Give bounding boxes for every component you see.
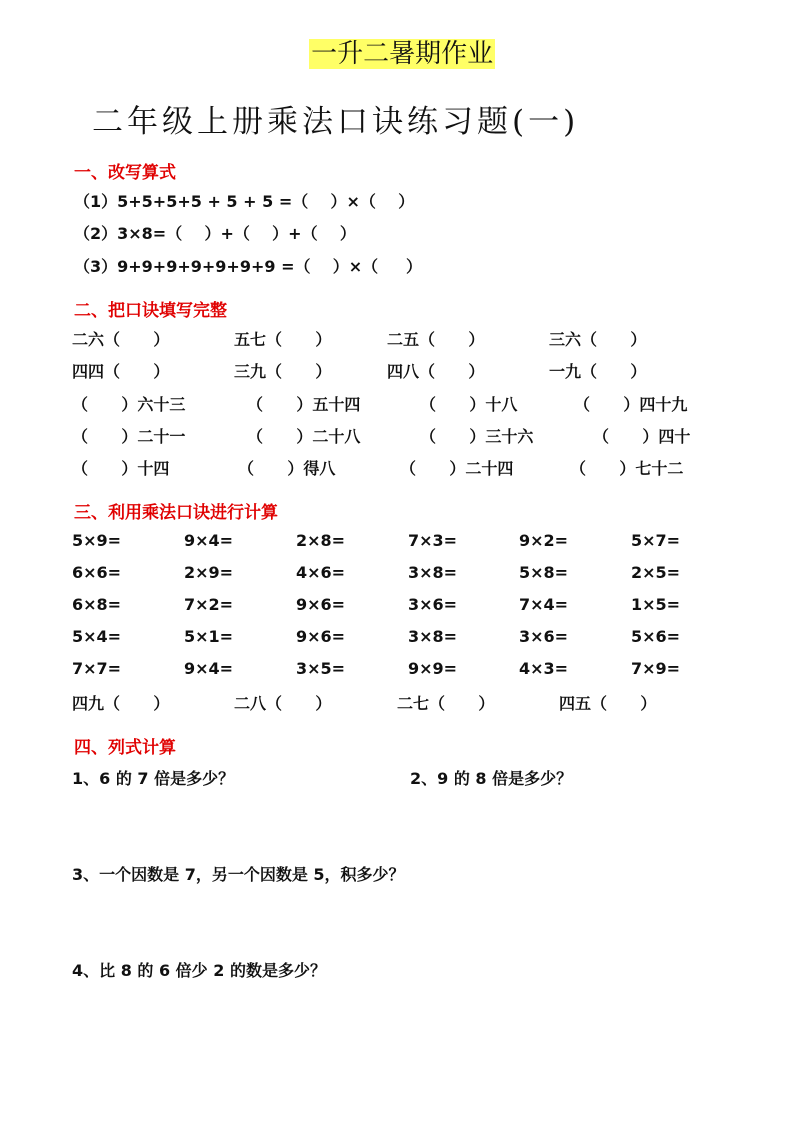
s2-cell: 二六（ ） [72, 330, 170, 349]
s2-cell: （ ）六十三 [72, 395, 186, 414]
s3-calc-cell: 9×2= [519, 531, 569, 550]
s3-calc-cell: 3×6= [519, 627, 569, 646]
s3-cell: 四九（ ） [72, 694, 170, 713]
question-2: 2、9 的 8 倍是多少？ [410, 769, 573, 788]
s2-cell: 二五（ ） [387, 330, 485, 349]
s2-cell: 三六（ ） [549, 330, 647, 349]
s3-calc-cell: 5×4= [72, 627, 122, 646]
header-text: 一升二暑期作业 [311, 39, 494, 69]
section-3-title: 三、利用乘法口诀进行计算 [74, 503, 278, 523]
s3-calc-cell: 9×4= [184, 659, 234, 678]
s3-calc-cell: 9×6= [296, 595, 346, 614]
s2-cell: 四八（ ） [387, 362, 485, 381]
page-title: 二年级上册乘法口诀练习题(一) [92, 104, 580, 140]
s3-calc-cell: 3×8= [408, 627, 458, 646]
s2-cell: （ ）得八 [238, 459, 336, 478]
s2-cell: （ ）四十 [593, 427, 691, 446]
s2-cell: （ ）十四 [72, 459, 170, 478]
s2-cell: （ ）十八 [420, 395, 518, 414]
s3-calc-cell: 2×9= [184, 563, 234, 582]
s3-cell: 四五（ ） [559, 694, 657, 713]
s3-calc-cell: 4×6= [296, 563, 346, 582]
s2-cell: 五七（ ） [234, 330, 332, 349]
s2-cell: （ ）三十六 [420, 427, 534, 446]
s3-calc-cell: 5×1= [184, 627, 234, 646]
s2-cell: （ ）七十二 [570, 459, 684, 478]
section-1-title: 一、改写算式 [74, 163, 176, 183]
s3-calc-cell: 5×6= [631, 627, 681, 646]
s2-cell: （ ）二十四 [400, 459, 514, 478]
question-3: 3、一个因数是 7，另一个因数是 5，积多少？ [72, 865, 405, 884]
s3-calc-cell: 3×6= [408, 595, 458, 614]
s2-cell: （ ）五十四 [247, 395, 361, 414]
s2-cell: （ ）二十一 [72, 427, 186, 446]
s2-cell: （ ）四十九 [574, 395, 688, 414]
s3-calc-cell: 5×8= [519, 563, 569, 582]
s3-calc-cell: 2×8= [296, 531, 346, 550]
question-4: 4、比 8 的 6 倍少 2 的数是多少？ [72, 961, 326, 980]
s1-line-1: （1）5+5+5+5 + 5 + 5 =（ ）×（ ） [74, 192, 415, 211]
header-banner [0, 14, 794, 70]
s3-calc-cell: 7×9= [631, 659, 681, 678]
s3-calc-cell: 7×3= [408, 531, 458, 550]
s2-cell: 三九（ ） [234, 362, 332, 381]
s3-calc-cell: 9×4= [184, 531, 234, 550]
s3-calc-cell: 4×3= [519, 659, 569, 678]
s3-cell: 二七（ ） [397, 694, 495, 713]
section-2-title: 二、把口诀填写完整 [74, 301, 227, 321]
s3-calc-cell: 7×7= [72, 659, 122, 678]
s3-cell: 二八（ ） [234, 694, 332, 713]
s2-cell: 一九（ ） [549, 362, 647, 381]
s3-calc-cell: 5×7= [631, 531, 681, 550]
s3-calc-cell: 7×2= [184, 595, 234, 614]
s3-calc-cell: 3×5= [296, 659, 346, 678]
s3-calc-cell: 6×8= [72, 595, 122, 614]
s2-cell: （ ）二十八 [247, 427, 361, 446]
s1-line-2: （2）3×8=（ ）+（ ）+（ ） [74, 224, 356, 243]
s2-cell: 四四（ ） [72, 362, 170, 381]
s3-calc-cell: 2×5= [631, 563, 681, 582]
s3-calc-cell: 7×4= [519, 595, 569, 614]
question-1: 1、6 的 7 倍是多少？ [72, 769, 235, 788]
s1-line-3: （3）9+9+9+9+9+9+9 =（ ）×（ ） [74, 257, 423, 276]
s3-calc-cell: 1×5= [631, 595, 681, 614]
s3-calc-cell: 6×6= [72, 563, 122, 582]
section-4-title: 四、列式计算 [74, 738, 176, 758]
s3-calc-cell: 5×9= [72, 531, 122, 550]
s3-calc-cell: 9×6= [296, 627, 346, 646]
s3-calc-cell: 9×9= [408, 659, 458, 678]
s3-calc-cell: 3×8= [408, 563, 458, 582]
